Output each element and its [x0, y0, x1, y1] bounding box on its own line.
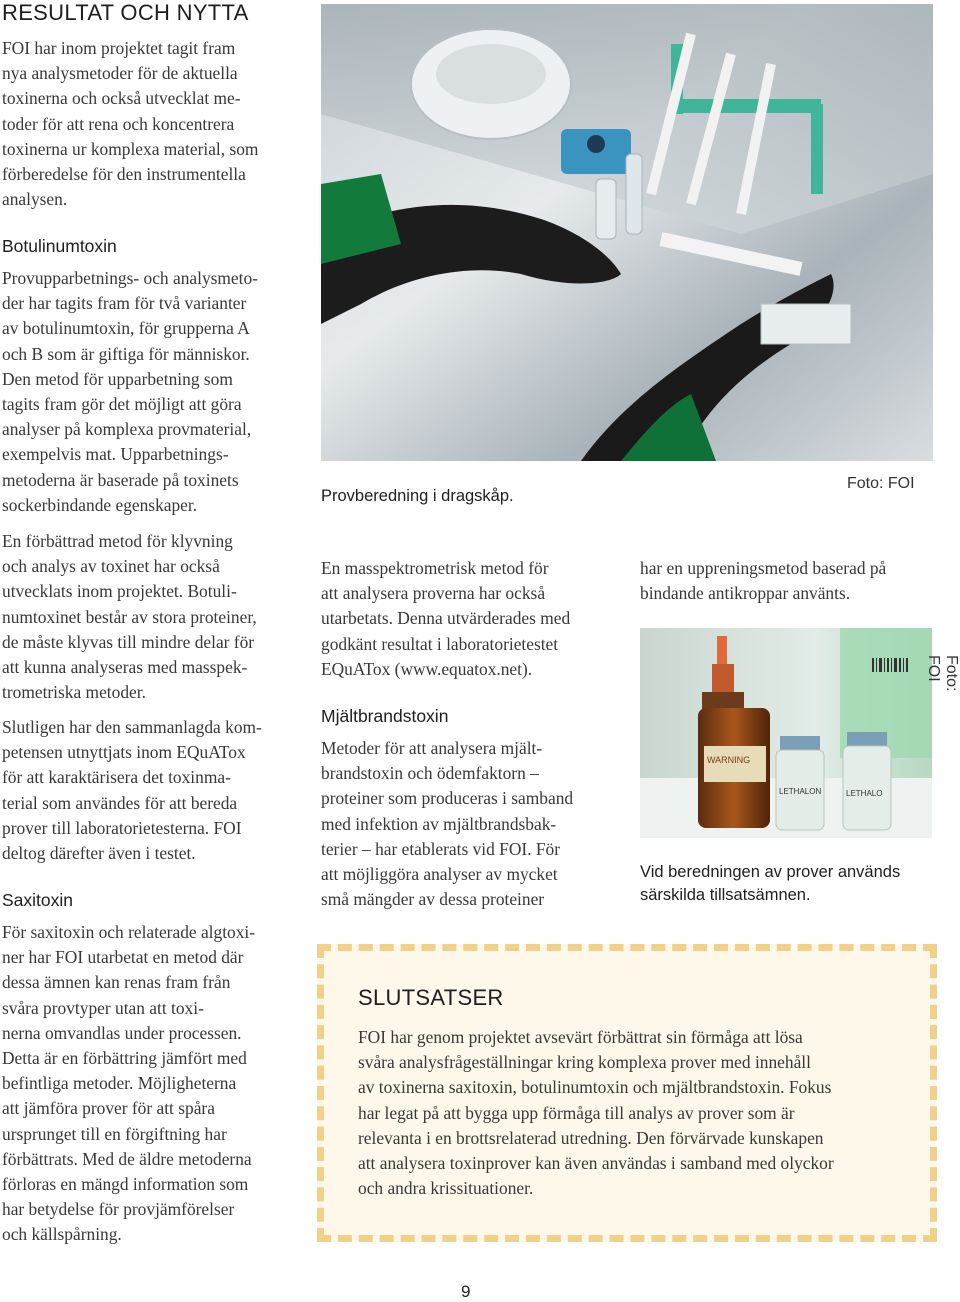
- photo-glovebox: [321, 4, 933, 461]
- paragraph-botulinum-cleavage: En förbättrad metod för klyvning och analys av toxinet har också utvecklats inom projektet. Botuli- numtoxinet består av stora proteiner, de måste klyvas till mindre delar för att kunna analyseras med masspek- trometriska metoder.: [2, 531, 257, 703]
- section-heading-resultat: RESULTAT OCH NYTTA: [2, 0, 249, 25]
- paragraph-saxitoxin: För saxitoxin och relaterade algtoxi- ner har FOI utarbetat en metod där dessa ämnen kan renas fram från svåra provtyper utan att toxi- nerna omvandlas under processen. Detta är en förbättring jämfört med befintliga metoder. Möjligheterna att jämföra prover för att spåra ursprunget till en förgiftning har förbättrats. Med de äldre metoderna förloras en mängd information som har betydelse för provjämförelser och källspårning.: [2, 922, 256, 1245]
- photo-reagent-bottles: [640, 628, 932, 838]
- vial1-label-text: LETHALON: [779, 787, 822, 796]
- paragraph-mass-spectrometry: En masspektrometrisk metod för att analysera proverna har också utarbetats. Denna utvärderades med godkänt resultat i laboratorietestet EQuATox (www.equatox.net).: [321, 558, 571, 679]
- photo2-credit-vertical: Foto: FOI: [925, 655, 960, 692]
- bottle-label-text: WARNING: [707, 755, 751, 765]
- subheading-saxitoxin: Saxitoxin: [2, 890, 74, 910]
- paragraph-intro: FOI har inom projektet tagit fram nya analysmetoder för de aktuella toxinerna och också utvecklat me- toder för att rena och koncentrera toxinerna ur komplexa material, som förberedelse för den instrumentella analysen.: [2, 38, 259, 210]
- page-number: 9: [461, 1282, 471, 1301]
- paragraph-anthrax-toxin: Metoder för att analysera mjält- brandstoxin och ödemfaktorn – proteiner som produceras i samband med infektion av mjältbrandsbak- terier – har etablerats vid FOI. För att möjliggöra analyser av mycket små mängder av dessa proteiner: [321, 738, 574, 910]
- photo1-caption: Provberedning i dragskåp.: [321, 487, 514, 505]
- photo1-credit: Foto: FOI: [847, 475, 915, 492]
- conclusions-text: FOI har genom projektet avsevärt förbättrat sin förmåga att lösa svåra analysfrågeställningar kring komplexa prover med innehåll av toxinerna saxitoxin, botulinumtoxin och mjältbrandstoxin. Fokus har legat på att bygga upp förmåga till analys av prover som är relevanta i en brottsrelaterad utredning. Den förvärvade kunskapen att analysera toxinprover kan även användas i samband med olyckor och andra krissituationer.: [358, 1027, 834, 1199]
- conclusions-heading: SLUTSATSER: [358, 985, 504, 1010]
- conclusions-box: [317, 944, 937, 1242]
- photo2-caption: Vid beredningen av prover används särskilda tillsatsämnen.: [640, 863, 901, 904]
- paragraph-equatox-competence: Slutligen har den sammanlagda kom- petensen utnyttjats inom EQuATox för att karaktärisera det toxinma- terial som användes för att bereda prover till laboratorietesterna. FOI deltog därefter även i testet.: [2, 717, 262, 864]
- paragraph-purification: har en uppreningsmetod baserad på bindande antikroppar använts.: [640, 558, 887, 604]
- vial2-label-text: LETHALO: [846, 789, 883, 798]
- subheading-mjaltbrandstoxin: Mjältbrandstoxin: [321, 706, 449, 726]
- subheading-botulinumtoxin: Botulinumtoxin: [2, 236, 117, 256]
- paragraph-botulinum-methods: Provupparbetnings- och analysmeto- der har tagits fram för två varianter av botulinumtoxin, för grupperna A och B som är giftiga för människor. Den metod för upparbetning som tagits fram gör det möjligt att göra analyser på komplexa provmaterial, exempelvis mat. Upparbetnings- metoderna är baserade på toxinets sockerbindande egenskaper.: [2, 268, 258, 515]
